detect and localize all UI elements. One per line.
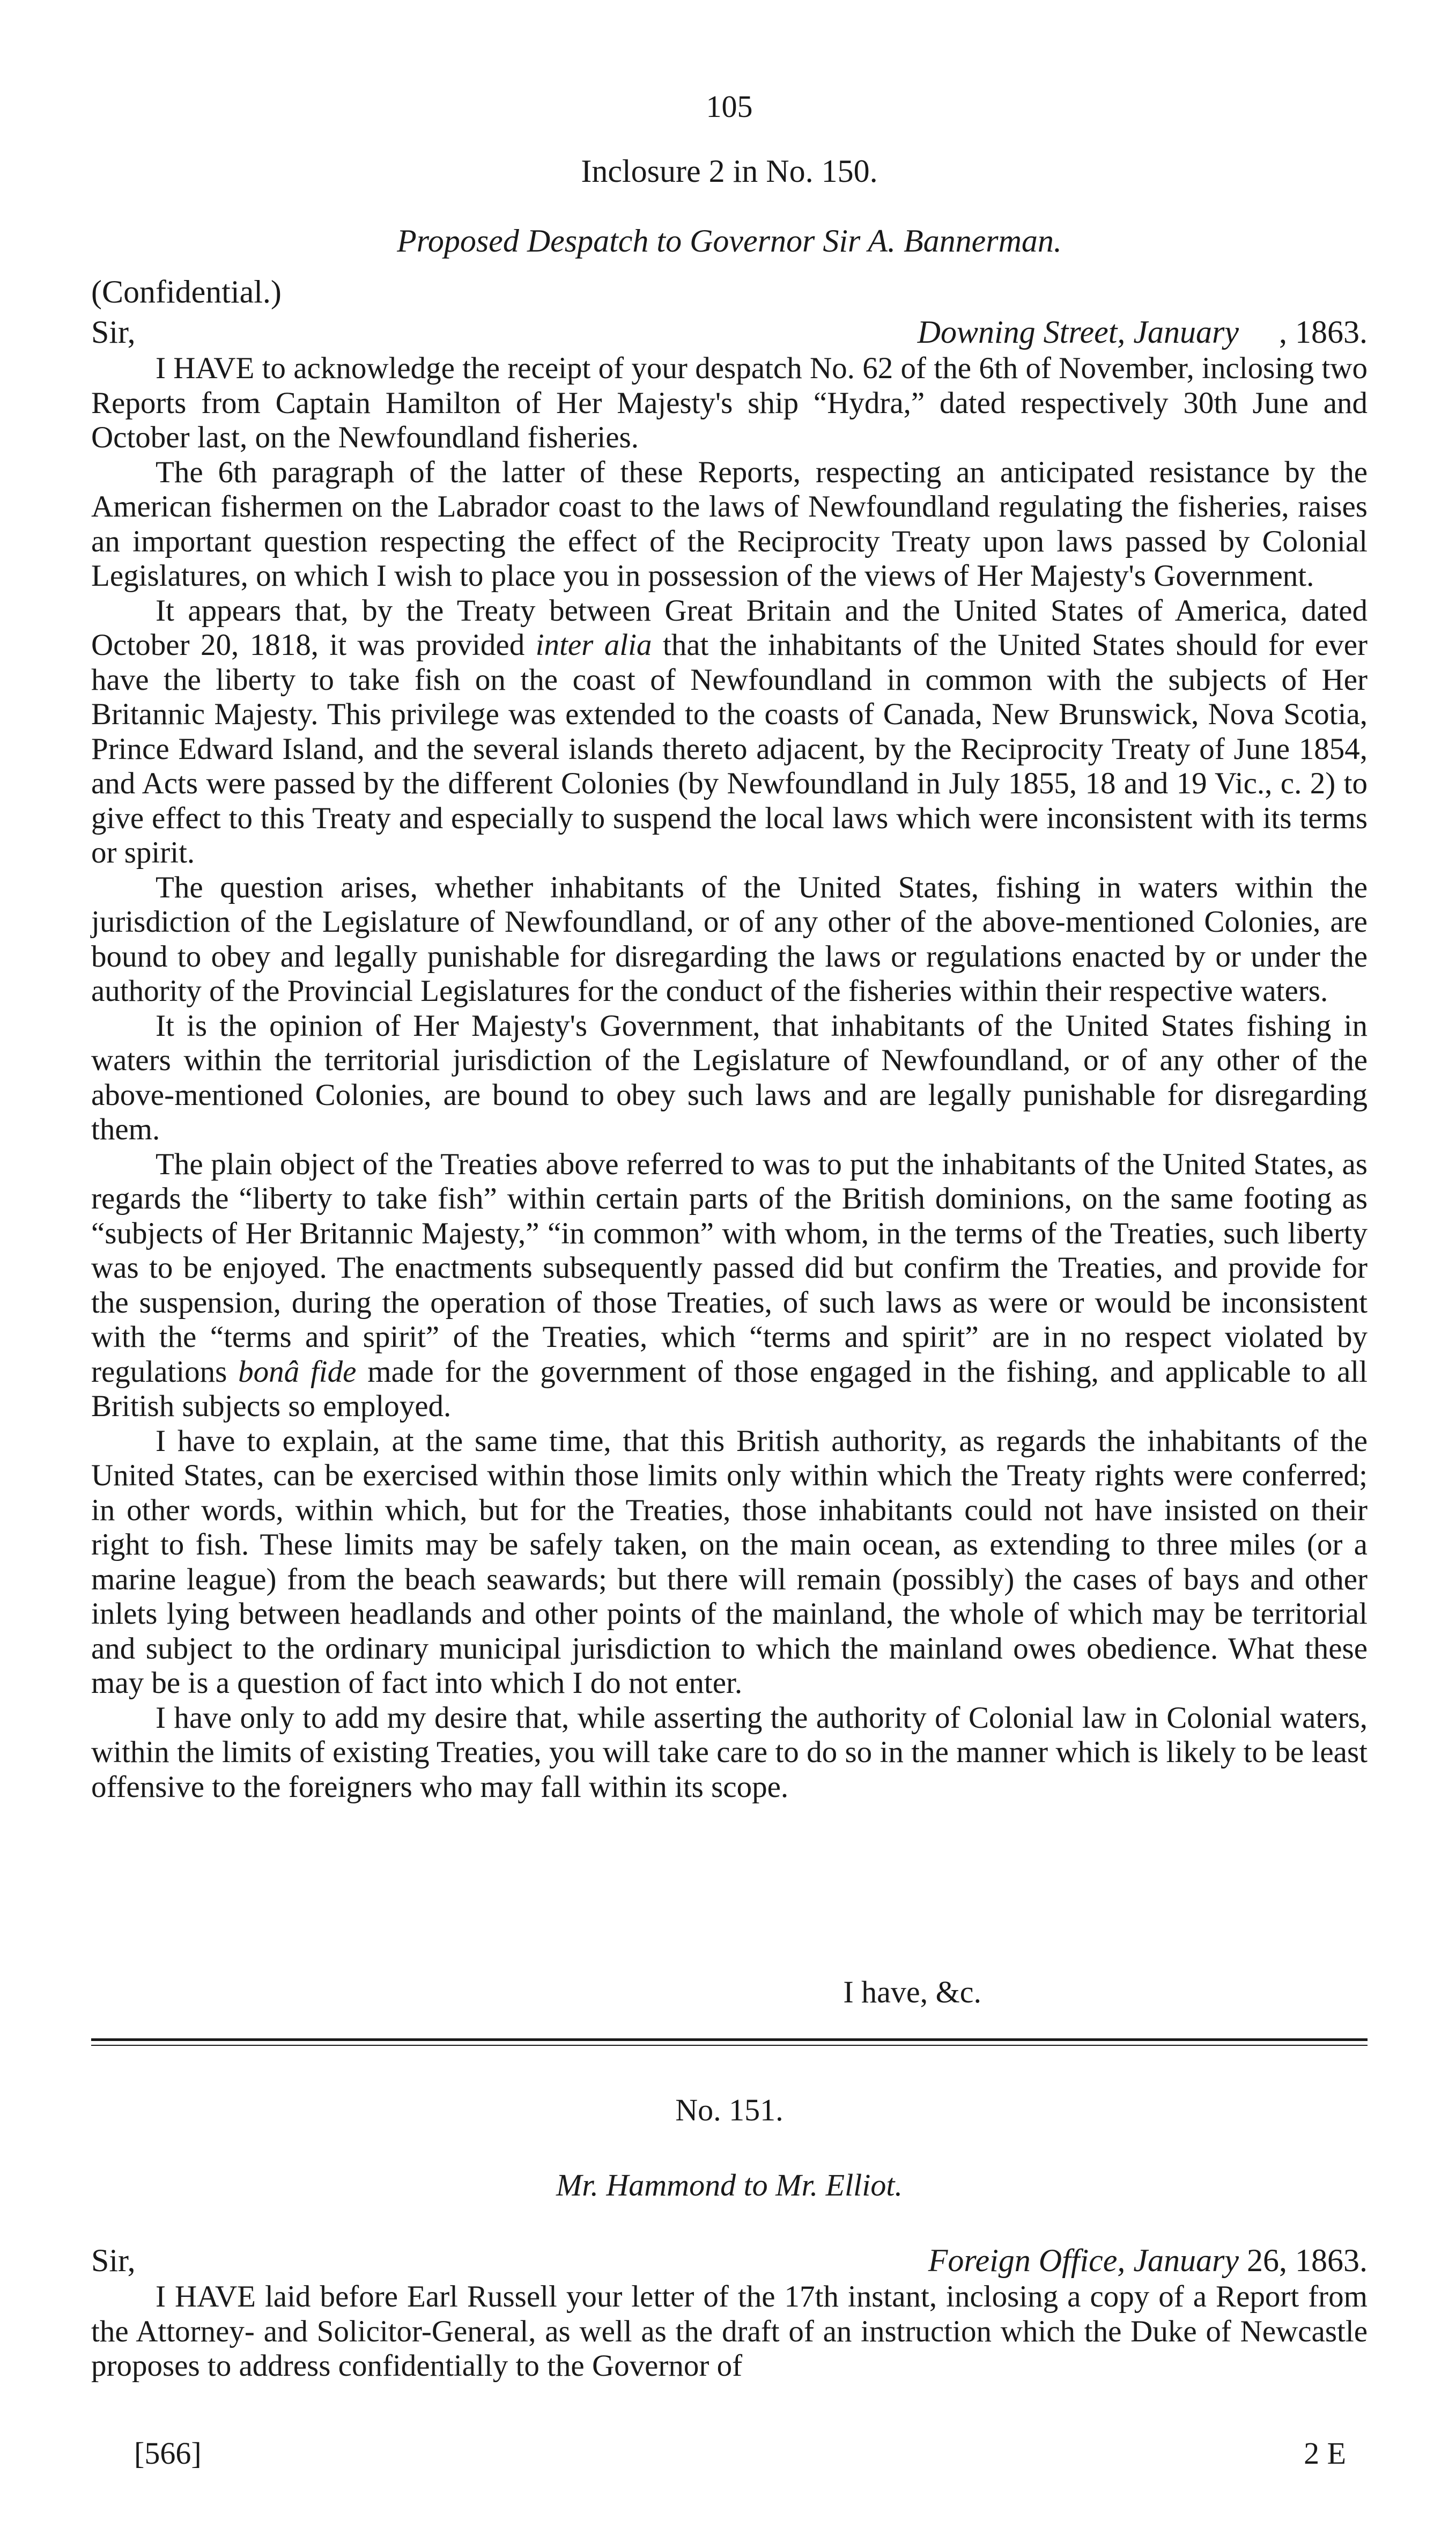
letter-dateline — [928, 2242, 1368, 2279]
page-number: 105 — [706, 89, 753, 124]
letter-body — [91, 2280, 1368, 2384]
letter-salutation: Sir, — [91, 2243, 136, 2278]
letter-title: Mr. Hammond to Mr. Elliot. — [556, 2168, 903, 2202]
signature-mark: 2 E — [1304, 2436, 1346, 2471]
paragraph: The question arises, whether inhabitants of the United States, fishing in waters within the jurisdiction of the Legislature of Newfoundland, or of any other of the above-mentioned Colonies, are bound to obey and legally punishable for disregarding the laws or regulations enacted by or under the authority of the Provincial Legislatures for the conduct of the fisheries within their respective waters. — [91, 870, 1368, 1008]
salutation: Sir, — [91, 314, 136, 350]
section-divider-thin — [91, 2045, 1368, 2046]
letter-dateline-place: Foreign Office, January — [928, 2243, 1239, 2278]
dateline-year: , 1863. — [1239, 314, 1368, 350]
paragraph: I HAVE laid before Earl Russell your letter of the 17th instant, inclosing a copy of a Report from the Attorney- and Solicitor-General, as well as the draft of an instruction which the Duke of Newcastle proposes to address confidentially to the Governor of — [91, 2280, 1368, 2383]
dateline — [918, 314, 1368, 351]
paragraph: The plain object of the Treaties above referred to was to put the inhabitants of the United States, as regards the “liberty to take fish” within certain parts of the British dominions, on the same footing as “subjects of Her Britannic Majesty,” “in common” with whom, in the terms of the Treaties, such liberty was to be enjoyed. The enactments subsequently passed did but confirm the Treaties, and provide for the suspension, during the operation of those Treaties, of such laws as were or would be inconsistent with the “terms and spirit” of the Treaties, which “terms and spirit” are in no respect violated by regulations bonâ fide made for the government of those engaged in the fishing, and applicable to all British subjects so employed. — [91, 1147, 1368, 1423]
confidential-label: (Confidential.) — [91, 274, 282, 310]
paragraph: It is the opinion of Her Majesty's Government, that inhabitants of the United States fishing in waters within the territorial jurisdiction of the Legislature of Newfoundland, or of any other of the above-mentioned Colonies, are bound to obey such laws and are legally punishable for disregarding them. — [91, 1008, 1368, 1146]
inclosure-heading: Inclosure 2 in No. 150. — [581, 153, 878, 189]
document-number: No. 151. — [675, 2093, 784, 2127]
paragraph: The 6th paragraph of the latter of these Reports, respecting an anticipated resistance by the American fishermen on the Labrador coast to the laws of Newfoundland regulating the fisheries, raises an important question respecting the effect of the Reciprocity Treaty upon laws passed by Colonial Legislatures, on which I wish to place you in possession of the views of Her Majesty's Government. — [91, 455, 1368, 593]
letter-salutation-row — [91, 2242, 1368, 2281]
paragraph: I HAVE to acknowledge the receipt of your despatch No. 62 of the 6th of November, inclosing two Reports from Captain Hamilton of Her Majesty's ship “Hydra,” dated respectively 30th June and October last, on the Newfoundland fisheries. — [91, 351, 1368, 454]
document-page — [91, 0, 1368, 2527]
paragraph: It appears that, by the Treaty between Great Britain and the United States of America, dated October 20, 1818, it was provided inter alia that the inhabitants of the United States should for ever have the liberty to take fish on the coast of Newfoundland in common with the subjects of Her Britannic Majesty. This privilege was extended to the coasts of Canada, New Brunswick, Nova Scotia, Prince Edward Island, and the several islands thereto adjacent, by the Reciprocity Treaty of June 1854, and Acts were passed by the different Colonies (by Newfoundland in July 1855, 18 and 19 Vic., c. 2) to give effect to this Treaty and especially to suspend the local laws which were inconsistent with its terms or spirit. — [91, 593, 1368, 870]
dateline-place: Downing Street, January — [917, 314, 1239, 350]
salutation-row — [91, 314, 1368, 352]
section-divider-thick — [91, 2038, 1368, 2041]
letter-dateline-rest: 26, 1863. — [1239, 2243, 1368, 2278]
despatch-body — [91, 351, 1368, 1804]
paragraph: I have only to add my desire that, while asserting the authority of Colonial law in Colonial waters, within the limits of existing Treaties, you will take care to do so in the manner which is likely to be least offensive to the foreigners who may fall within its scope. — [91, 1700, 1368, 1804]
despatch-title: Proposed Despatch to Governor Sir A. Bannerman. — [397, 223, 1062, 259]
paragraph: I have to explain, at the same time, that this British authority, as regards the inhabitants of the United States, can be exercised within those limits only within which the Treaty rights were conferred; in other words, within which, but for the Treaties, those inhabitants could not have insisted on their right to fish. These limits may be safely taken, on the main ocean, as extending to three miles (or a marine league) from the beach seawards; but there will remain (possibly) the cases of bays and other inlets lying between headlands and other points of the mainland, the whole of which may be territorial and subject to the ordinary municipal jurisdiction to which the mainland owes obedience. What these may be is a question of fact into which I do not enter. — [91, 1424, 1368, 1700]
sign-off: I have, &c. — [843, 1975, 981, 2009]
printer-code: [566] — [134, 2436, 202, 2471]
